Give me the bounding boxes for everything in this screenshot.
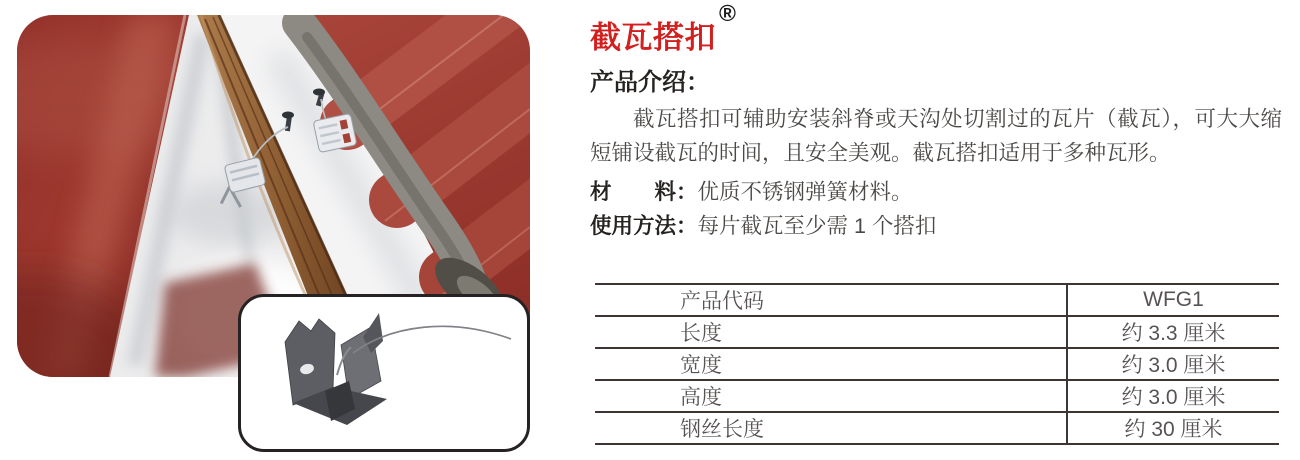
spec-label: 钢丝长度 — [595, 412, 1067, 444]
spec-table — [595, 283, 1279, 445]
spec-value: 约 3.0 厘米 — [1067, 348, 1279, 380]
intro-paragraph: 截瓦搭扣可辅助安装斜脊或天沟处切割过的瓦片（截瓦），可大大缩短铺设截瓦的时间，且安全美观。截瓦搭扣适用于多种瓦形。 — [590, 107, 1282, 165]
material-value: 优质不锈钢弹簧材料。 — [697, 180, 913, 204]
spec-label: 高度 — [595, 380, 1067, 412]
spec-label: 宽度 — [595, 348, 1067, 380]
product-clip-art — [241, 297, 527, 449]
product-inset-photo — [238, 294, 530, 452]
table-row — [595, 316, 1279, 348]
table-row — [595, 284, 1279, 316]
spec-value: 约 30 厘米 — [1067, 412, 1279, 444]
registered-trademark: ® — [719, 0, 737, 26]
spec-label: 长度 — [595, 316, 1067, 348]
usage-label: 使用方法： — [590, 214, 698, 238]
table-row — [595, 348, 1279, 380]
spec-value: 约 3.3 厘米 — [1067, 316, 1279, 348]
spec-value: 约 3.0 厘米 — [1067, 380, 1279, 412]
material-line — [590, 179, 913, 206]
material-label: 材 料： — [590, 180, 698, 204]
product-title — [590, 0, 737, 57]
spec-label: 产品代码 — [595, 284, 1067, 316]
spec-value: WFG1 — [1067, 284, 1279, 316]
product-title-text: 截瓦搭扣 — [590, 20, 716, 55]
table-row — [595, 412, 1279, 444]
clip-drawing — [285, 313, 387, 425]
usage-line — [590, 213, 936, 240]
table-row — [595, 380, 1279, 412]
usage-value: 每片截瓦至少需 1 个搭扣 — [697, 214, 937, 238]
section-heading: 产品介绍： — [590, 69, 710, 96]
